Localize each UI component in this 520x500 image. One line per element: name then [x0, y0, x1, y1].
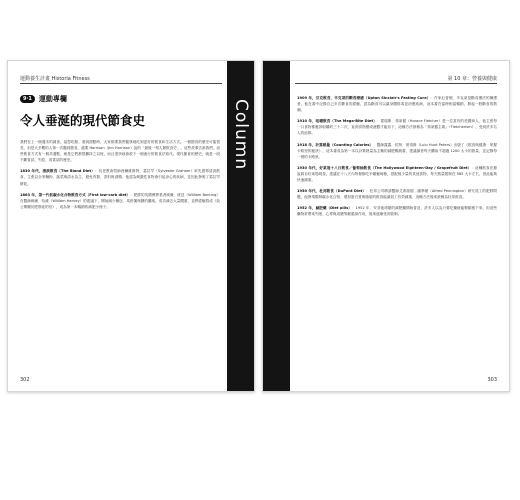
page-number-left: 302 — [20, 377, 30, 383]
entry-heading: 1930 年代，好萊塢十八日飲食／葡萄柚飲食（The Hollywood Eighteen-Day / Grapefruit Diet） — [297, 165, 472, 170]
entry-text: ：杜邦公司聘請醫師艾弗瑞德．潘寧頓（Alfred Pennington）研究員工的肥胖問題，他發現限制碳水化合物、增加蛋白質與脂肪的飲食能讓員工有效減重，這種方法後來被稱為杜邦飲食。 — [297, 189, 497, 200]
page-title: 令人垂涎的現代節食史 — [20, 113, 146, 128]
right-body — [297, 95, 497, 223]
entry-1909 — [297, 95, 497, 113]
tag-label: 運動專欄 — [38, 95, 67, 103]
header-rule-left — [20, 83, 222, 84]
intro-paragraph: 我們在上一個週末的調查，當您吃飯、看到甜點時，大家都要我們健康地吃到更好的飲食和生活方式。一頓節食的歷史可能很長，但是大多數的人第一次聽到節食，還要 Harrison（Jim Harrison）說的「最後一刻人類飲食史」。這些故事告訴我們，這些飲食方式有一個共通點，就是它們都很難持之以恆，而且很快就會被下一個流行的飲食法取代。現代節食的歷史，就是一段不斷嘗試、失敗、再嘗試的歷史。 — [20, 140, 220, 163]
entry-1830 — [20, 168, 220, 186]
entry-text: ：醫師露露．杭特．彼得斯（Lulu Hunt Peters）出版了《飲食與健康：掌握卡路里的秘訣》，這本書成為第一本以計算熱量為主軸的減肥暢銷書，建議讀者每天攝取不超過 1200 大卡的熱量，並記錄每一餐的卡路里。 — [297, 142, 497, 159]
entry-text: ：肥胖的英國殯葬業者威廉．班廷（William Banting）在醫師威廉．哈維（William Harvey）的建議下，開始減少麵包、馬鈴薯與糖的攝取，成功減去大量體重，並將經驗寫成《致公眾關於肥胖症的信》，成為第一本暢銷的減肥小冊子。 — [20, 192, 220, 209]
right-page — [262, 60, 510, 392]
running-header-right: 第 10 章：營養與健康 — [447, 76, 497, 82]
entry-heading: 1952 年，減肥藥（Diet pills） — [297, 206, 352, 211]
entry-heading: 1910 年，咀嚼飲食（The Mega-Bite Diet） — [297, 119, 377, 124]
entry-heading: 1830 年代，清淡飲食（The Bland Diet） — [20, 169, 95, 174]
entry-heading: 1863 年，第一代低碳水化合物飲食方式（First low-carb diet） — [20, 192, 131, 197]
entry-text: ：長老教會牧師西爾維斯特．葛拉罕（Sylvester Graham）率先倡導清淡飲食，主張以全麥麵粉、蔬菜與清水為主，避免肉類、香料與酒精，他認為刺激性食物會引起身心的疾病，並因此發明了葛拉罕餅乾。 — [20, 169, 220, 186]
entry-heading: 1918 年，計算熱量（Counting Calories） — [297, 142, 374, 147]
column-side-bar-left — [227, 61, 254, 391]
column-label: Column — [231, 99, 251, 171]
running-header-left: 運動養生計畫 Historia Fitness — [20, 76, 90, 82]
left-body — [20, 139, 220, 215]
left-page — [7, 60, 255, 392]
entry-1863 — [20, 192, 220, 210]
header-rule-right — [295, 83, 497, 84]
section-tag — [20, 94, 67, 104]
page-number-right: 303 — [487, 377, 497, 383]
entry-1918 — [297, 142, 497, 160]
entry-1950s — [297, 188, 497, 200]
column-side-bar-right — [263, 61, 290, 391]
entry-1910 — [297, 118, 497, 136]
entry-1930s — [297, 165, 497, 183]
tag-number-badge: 9·1 — [20, 95, 35, 103]
entry-text: ：作家厄普頓．辛克萊是斷食療法的擁護者，他在書中記錄自己多次斷食的經驗，認為斷食可以讓身體排毒並治癒疾病，這本書在當時相當暢銷，掀起一股斷食的熱潮。 — [297, 96, 497, 113]
entry-text: ：1952 年，安非他命類的減肥藥開始普及，許多人以為只要吃藥就能輕鬆瘦下來，但這些藥物常帶來失眠、心悸與成癮等嚴重副作用，後來逐漸受到管制。 — [297, 206, 497, 217]
entry-1952 — [297, 205, 497, 217]
entry-heading: 1909 年，芬克飲食，辛克萊的斷食療癒（Upton Sinclair's Fasting Cure） — [297, 96, 431, 100]
entry-text: ：這種飲食法據說源自好萊塢明星，建議在十八天內每餐都吃半顆葡萄柚，搭配極少量的其他食物，每天熱量限制在 585 大卡左右，因此能夠快速減重。 — [297, 165, 498, 183]
entry-text: ：霍瑞斯．弗萊徹（Horace Fletcher）是一位富有的美國商人，他主張每一口食物都應該咀嚼約三十二次，直到食物變成液體才能吞下，這種方法被稱為「弗萊徹主義」（Fletcherism），受到許多名人的追捧。 — [297, 119, 497, 136]
entry-heading: 1950 年代，杜邦飲食（DuPont Diet） — [297, 189, 366, 194]
